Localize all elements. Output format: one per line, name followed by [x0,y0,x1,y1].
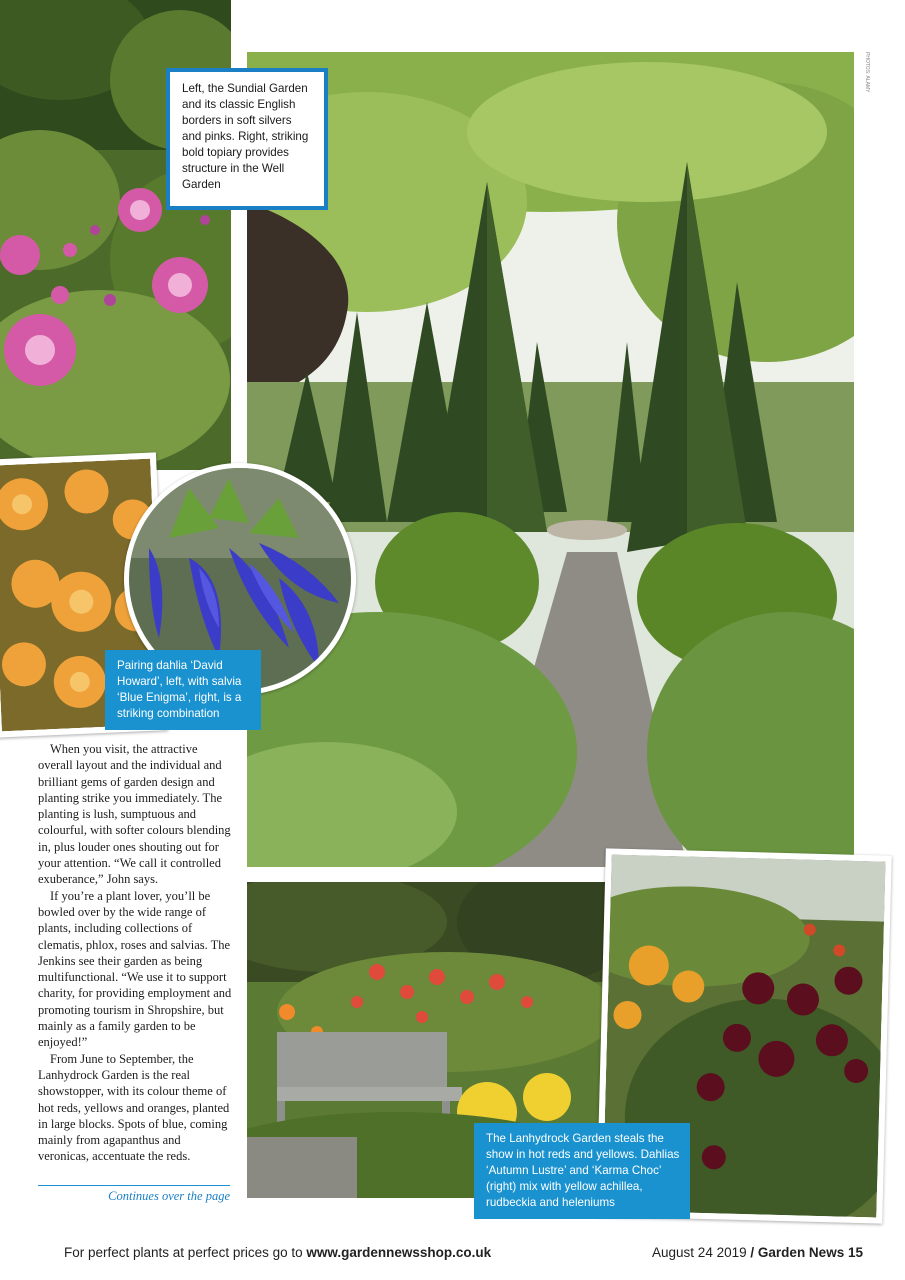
footer-promo-text: For perfect plants at perfect prices go to [64,1245,307,1260]
well-garden-topiary-photo [247,52,854,867]
page-number: 15 [847,1245,863,1260]
body-lead-in: When you visit, the attractive [50,742,198,756]
issue-date: August 24 2019 [652,1245,747,1260]
folio-separator: / [750,1245,755,1260]
footer-folio [652,1245,863,1260]
continues-link[interactable]: Continues over the page [108,1189,230,1203]
sundial-caption [166,68,328,210]
body-paragraph-1-text: overall layout and the individual and brilliant gems of garden design and planting strike you immediately. The planting is lush, sumptuous and colourful, with softer colours blending in, plus louder ones shouting out for your attention. “We call it controlled exuberance,” John says. [38,758,231,887]
body-paragraph-1 [38,741,234,888]
photo-credit: PHOTOS: ALAMY [864,52,870,93]
continues-divider [38,1185,230,1186]
lanhydrock-caption-text: The Lanhydrock Garden steals the show in hot reds and yellows. Dahlias ‘Autumn Lustre’ and ‘Karma Choc’ (right) mix with yellow achillea, rudbeckia and heleniums [486,1132,680,1209]
body-paragraph-3: From June to September, the Lanhydrock Garden is the real showstopper, with its colour theme of hot reds, yellows and oranges, planted in large blocks. Spots of blue, coming mainly from agapanthus and veronicas, accentuate the reds. [38,1051,230,1164]
pairing-caption [105,650,261,730]
article-body [38,741,234,1165]
magazine-name: Garden News [757,1245,845,1260]
footer-promo [64,1245,491,1260]
sundial-caption-text: Left, the Sundial Garden and its classic English borders in soft silvers and pinks. Right, striking bold topiary provides structure in the Well Garden [182,82,309,191]
pairing-caption-text: Pairing dahlia ‘David Howard’, left, with salvia ‘Blue Enigma’, right, is a striking combination [117,659,242,720]
lanhydrock-caption [474,1123,690,1219]
body-paragraph-2: If you’re a plant lover, you’ll be bowled over by the wide range of plants, including collections of clematis, phlox, roses and salvias. The Jenkins see their garden as being multifunctional. “We use it to support charity, for providing employment and promoting tourism in Shropshire, but mainly as a family garden to be enjoyed!” [38,888,232,1050]
shop-url-link[interactable]: www.gardennewsshop.co.uk [306,1245,492,1260]
